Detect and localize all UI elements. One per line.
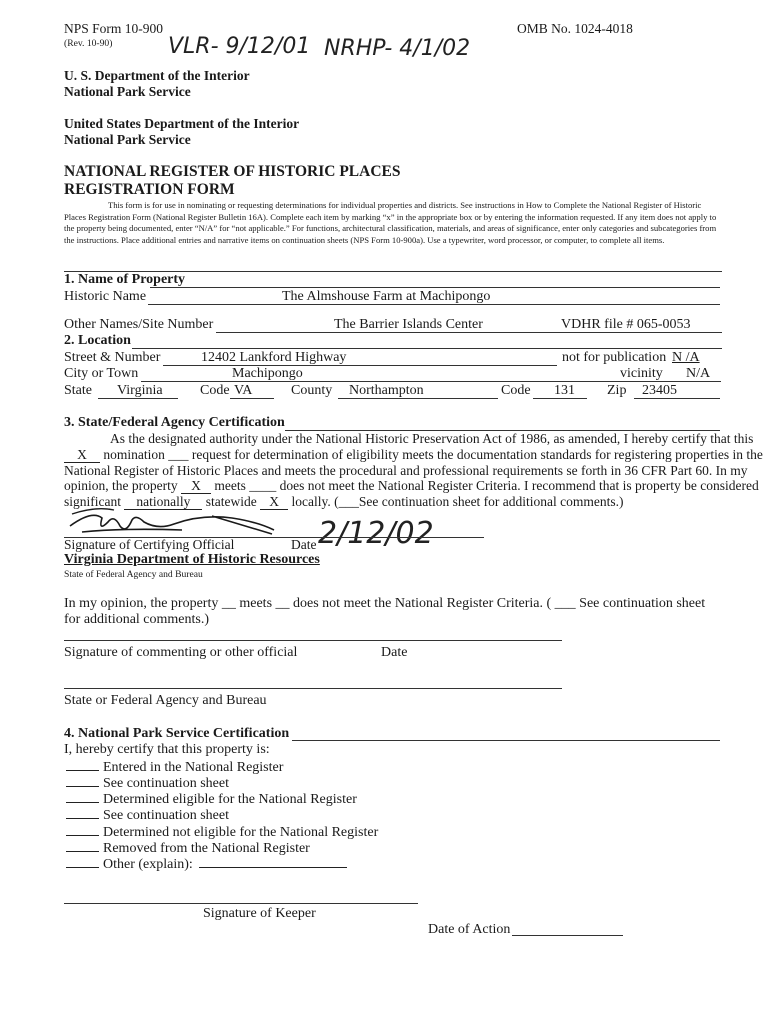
county-code-label: Code bbox=[501, 383, 531, 398]
city-label: City or Town bbox=[64, 366, 139, 381]
nps-option-eligible[interactable]: Determined eligible for the National Register bbox=[66, 791, 357, 808]
checkbox-line[interactable] bbox=[66, 807, 99, 819]
state-label: State bbox=[64, 383, 92, 398]
nps-option-removed[interactable]: Removed from the National Register bbox=[66, 840, 310, 857]
certification-para-2 bbox=[64, 447, 763, 463]
agency-line-2b: National Park Service bbox=[64, 132, 191, 147]
county-code-value[interactable]: 131 bbox=[554, 383, 575, 398]
section-1-heading: 1. Name of Property bbox=[64, 272, 186, 287]
checkbox-line[interactable] bbox=[66, 840, 99, 852]
meets-mark[interactable]: X bbox=[181, 479, 211, 494]
nomination-text: nomination ___ request for determination of eligibility meets the documentation standards for registering properties in the bbox=[103, 447, 763, 462]
state-agency-line bbox=[64, 688, 562, 689]
agency-bureau-label: State of Federal Agency and Bureau bbox=[64, 569, 203, 580]
commenting-official-label: Signature of commenting or other official bbox=[64, 645, 298, 660]
agency-line-1a: U. S. Department of the Interior bbox=[64, 68, 250, 83]
certifying-agency-name: Virginia Department of Historic Resources bbox=[64, 552, 320, 567]
locally-mark[interactable]: X bbox=[260, 495, 288, 510]
statewide-option[interactable]: statewide bbox=[205, 494, 257, 509]
meets-text: meets ____ does not meet the National Register Criteria. I recommend that is property be considered bbox=[214, 478, 759, 493]
certifying-date-label: Date bbox=[291, 537, 317, 552]
instructions-paragraph: This form is for use in nominating or requesting determinations for individual properties and districts. See instructions in How to Complete the National Register of Historic Places Registration Form (National Register Bulletin 16A). Complete each item by marking “x” in the appropriate box or by entering the information requested. If any item does not apply to the property being documented, enter “N/A” for “not applicable.” For functions, architectural classification, materials, and areas of significance, enter only categories and subcategories from the instructions. Place additional entries and narrative items on continuation sheets (NPS Form 10-900a). Use a typewriter, word processor, or computer, to complete all items. bbox=[64, 200, 717, 245]
checkbox-line[interactable] bbox=[66, 791, 99, 803]
commenting-signature-line bbox=[64, 640, 562, 641]
vdhr-file-number[interactable]: VDHR file # 065-0053 bbox=[561, 317, 691, 332]
checkbox-line[interactable] bbox=[66, 775, 99, 787]
other-names-value[interactable]: The Barrier Islands Center bbox=[334, 317, 483, 332]
divider bbox=[132, 348, 722, 349]
date-of-action-field[interactable] bbox=[512, 935, 623, 936]
not-for-publication-value[interactable]: N /A bbox=[672, 350, 700, 365]
opinion-line-2: for additional comments.) bbox=[64, 612, 210, 627]
checkbox-line[interactable] bbox=[66, 759, 99, 771]
section-3-heading: 3. State/Federal Agency Certification bbox=[64, 415, 285, 430]
significant-text: significant bbox=[64, 494, 121, 509]
other-explain-field[interactable] bbox=[199, 867, 347, 868]
not-for-publication-label: not for publication bbox=[562, 350, 667, 365]
city-value[interactable]: Machipongo bbox=[232, 366, 303, 381]
county-value[interactable]: Northampton bbox=[349, 383, 424, 398]
form-title-line-1: NATIONAL REGISTER OF HISTORIC PLACES bbox=[64, 163, 401, 180]
divider bbox=[292, 740, 720, 741]
agency-line-1b: National Park Service bbox=[64, 84, 191, 99]
vicinity-value[interactable]: N/A bbox=[686, 366, 711, 381]
checkbox-line[interactable] bbox=[66, 824, 99, 836]
opinion-line-1: In my opinion, the property __ meets __ does not meet the National Register Criteria. ( ___ See continuation sheet bbox=[64, 596, 706, 611]
keeper-signature-label: Signature of Keeper bbox=[203, 906, 316, 921]
state-agency-label: State or Federal Agency and Bureau bbox=[64, 693, 267, 708]
form-title-line-2: REGISTRATION FORM bbox=[64, 181, 235, 198]
handwritten-nrhp-date: NRHP- 4/1/02 bbox=[324, 36, 471, 61]
locally-text: locally. (___See continuation sheet for additional comments.) bbox=[291, 494, 624, 509]
nps-option-continuation-1[interactable]: See continuation sheet bbox=[66, 775, 229, 792]
nps-option-not-eligible[interactable]: Determined not eligible for the National Register bbox=[66, 824, 378, 841]
nationally-option[interactable]: nationally bbox=[124, 495, 202, 510]
form-revision: (Rev. 10-90) bbox=[64, 38, 113, 49]
state-code-value[interactable]: VA bbox=[234, 383, 253, 398]
certification-para-4 bbox=[64, 478, 759, 494]
handwritten-vlr-date: VLR- 9/12/01 bbox=[168, 34, 311, 59]
historic-name-label: Historic Name bbox=[64, 289, 147, 304]
certification-para-1: As the designated authority under the National Historic Preservation Act of 1986, as amended, I hereby certify that this bbox=[110, 431, 754, 446]
opinion-text: opinion, the property bbox=[64, 478, 178, 493]
checkbox-line[interactable] bbox=[66, 856, 99, 868]
nps-option-continuation-2[interactable]: See continuation sheet bbox=[66, 807, 229, 824]
certifying-official-label: Signature of Certifying Official bbox=[64, 537, 235, 552]
keeper-signature-line bbox=[64, 903, 418, 904]
certification-para-3: National Register of Historic Places and meets the procedural and professional requirements se forth in 36 CFR Part 60. In my bbox=[64, 463, 748, 478]
zip-label: Zip bbox=[607, 383, 627, 398]
vicinity-label: vicinity bbox=[620, 366, 663, 381]
nps-option-entered[interactable]: Entered in the National Register bbox=[66, 759, 283, 776]
nps-option-other[interactable]: Other (explain): bbox=[66, 856, 347, 873]
agency-line-2a: United States Department of the Interior bbox=[64, 116, 300, 131]
divider bbox=[150, 287, 720, 288]
section-2-heading: 2. Location bbox=[64, 333, 131, 348]
section-4-heading: 4. National Park Service Certification bbox=[64, 726, 290, 741]
handwritten-certification-date: 2/12/02 bbox=[318, 516, 434, 551]
street-label: Street & Number bbox=[64, 350, 161, 365]
other-names-label: Other Names/Site Number bbox=[64, 317, 214, 332]
date-of-action-label: Date of Action bbox=[428, 922, 511, 937]
street-value[interactable]: 12402 Lankford Highway bbox=[201, 350, 347, 365]
historic-name-value[interactable]: The Almshouse Farm at Machipongo bbox=[282, 289, 491, 304]
zip-value[interactable]: 23405 bbox=[642, 383, 677, 398]
omb-number: OMB No. 1024-4018 bbox=[517, 21, 633, 36]
nps-certify-intro: I, hereby certify that this property is: bbox=[64, 742, 270, 757]
state-value[interactable]: Virginia bbox=[117, 383, 163, 398]
commenting-date-label: Date bbox=[381, 645, 408, 660]
form-id: NPS Form 10-900 bbox=[64, 21, 164, 36]
state-code-label: Code bbox=[200, 383, 230, 398]
county-label: County bbox=[291, 383, 333, 398]
nomination-mark[interactable]: X bbox=[64, 448, 100, 463]
